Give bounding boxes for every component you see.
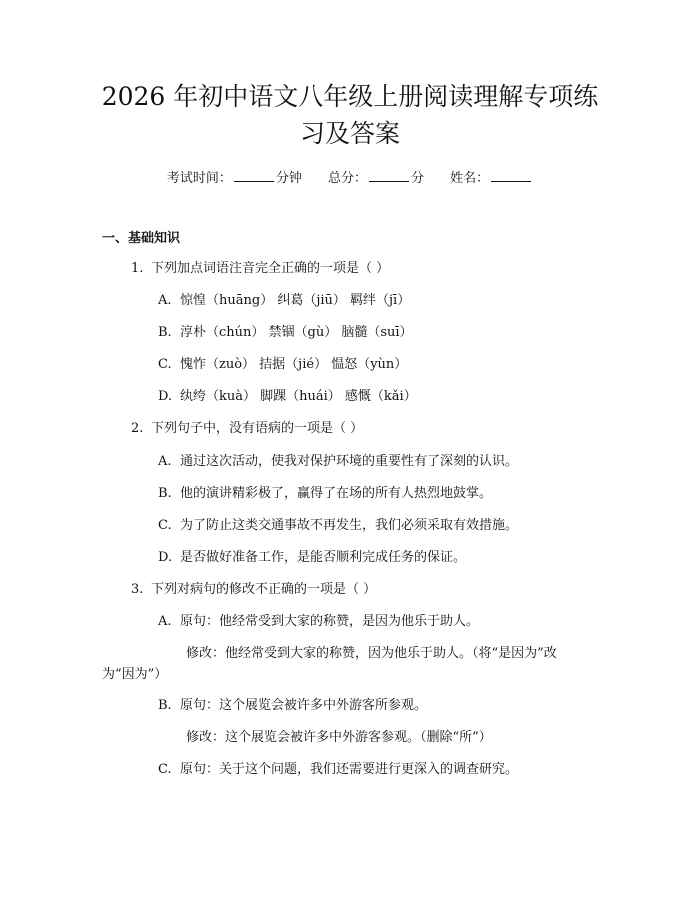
question-3-option-a-fix: 修改：他经常受到大家的称赞，因为他乐于助人。（将“是因为”改	[186, 646, 557, 661]
student-name-field: 姓名：	[450, 171, 533, 186]
question-2-option-a: A. 通过这次活动，使我对保护环境的重要性有了深刻的认识。	[158, 454, 519, 469]
exam-time-field: 考试时间： 分钟	[166, 171, 302, 186]
title-line-2: 习及答案	[299, 119, 400, 148]
question-1-option-a: A. 惊惶（huāng） 纠葛（jiū） 羁绊（jī）	[158, 293, 411, 308]
total-score-field: 总分： 分	[327, 171, 425, 186]
question-2-option-d: D. 是否做好准备工作，是能否顺利完成任务的保证。	[158, 550, 467, 565]
question-3-option-c: C. 原句：关于这个问题，我们还需要进行更深入的调查研究。	[158, 762, 519, 777]
question-1-option-c: C. 愧怍（zuò） 拮据（jié） 愠怒（yùn）	[158, 357, 408, 372]
question-3: 3. 下列对病句的修改不正确的一项是（ ）	[131, 582, 377, 597]
section-heading: 一、基础知识	[102, 231, 181, 246]
question-2: 2. 下列句子中，没有语病的一项是（ ）	[131, 421, 364, 436]
document-title	[70, 78, 630, 152]
title-line-1: 2026 年初中语文八年级上册阅读理解专项练	[101, 82, 599, 111]
time-blank	[234, 169, 274, 182]
score-blank	[369, 169, 409, 182]
question-2-option-b: B. 他的演讲精彩极了，赢得了在场的所有人热烈地鼓掌。	[158, 486, 493, 501]
question-3-option-a-fix-cont: 为“因为”）	[102, 667, 168, 682]
question-3-option-a: A. 原句：他经常受到大家的称赞，是因为他乐于助人。	[158, 614, 480, 629]
question-1-option-b: B. 淳朴（chún） 禁锢（gù） 脑髓（suī）	[158, 325, 413, 340]
exam-info-bar	[0, 169, 700, 188]
question-2-option-c: C. 为了防止这类交通事故不再发生，我们必须采取有效措施。	[158, 518, 519, 533]
question-1-option-d: D. 纨绔（kuà） 脚踝（huái） 感慨（kǎi）	[158, 389, 417, 404]
name-blank	[491, 169, 531, 182]
question-3-option-b: B. 原句：这个展览会被许多中外游客所参观。	[158, 698, 428, 713]
question-3-option-b-fix: 修改：这个展览会被许多中外游客参观。（删除“所”）	[186, 730, 492, 745]
question-1: 1. 下列加点词语注音完全正确的一项是（ ）	[131, 261, 390, 276]
